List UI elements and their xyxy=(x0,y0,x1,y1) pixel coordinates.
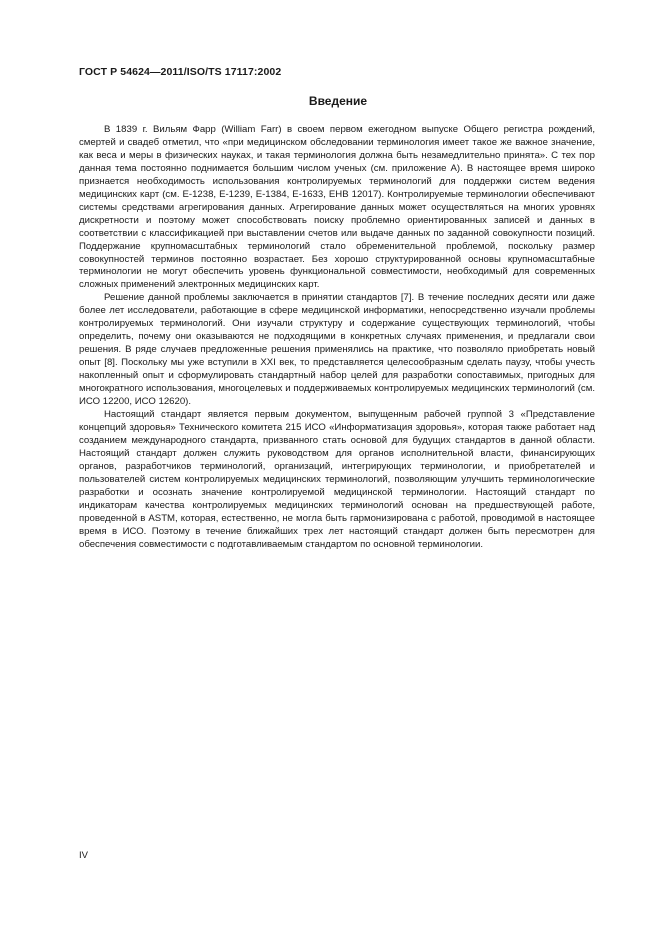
paragraph-2: Решение данной проблемы заключается в принятии стандартов [7]. В течение последних десяти или даже более лет исследователи, работающие в сфере медицинской информатики, непосредственно изучали проблемы контролируемых терминологий. Они изучали структуру и содержание существующих терминологий, чтобы определить, почему они оказываются не подходящими в конкретных случаях применения, и предлагали свои решения. В ряде случаев предложенные решения применялись на практике, что позволяло приобретать новый опыт [8]. Поскольку мы уже вступили в XXI век, то представляется целесообразным сделать паузу, чтобы учесть накопленный опыт и сформулировать стандартный набор целей для разработки сопоставимых, пригодных для многократного использования, многоцелевых и поддерживаемых контролируемых медицинских терминологий (см. ИСО 12200, ИСО 12620). xyxy=(79,292,595,408)
paragraph-3: Настоящий стандарт является первым документом, выпущенным рабочей группой 3 «Представление концепций здоровья» Технического комитета 215 ИСО «Информатизация здоровья», которая также работает над созданием международного стандарта, призванного стать основой для будущих стандартов в данной области. Настоящий стандарт должен служить руководством для органов исполнительной власти, финансирующих органов, разработчиков терминологий, организаций, интегрирующих терминологии, и приобретателей и пользователей систем контролируемых медицинских терминологий, позволяющим улучшить терминологические разработки и осознать значение контролируемой медицинской терминологии. Настоящий стандарт по индикаторам качества контролируемых медицинских терминологий основан на предшествующей работе, проведенной в ASTM, которая, естественно, не могла быть гармонизирована с работой, проводимой в настоящее время в ИСО. Поэтому в течение ближайших трех лет настоящий стандарт должен быть пересмотрен для обеспечения совместимости с подготавливаемым стандартом по основной терминологии. xyxy=(79,408,595,550)
page-number: IV xyxy=(79,850,88,861)
document-header: ГОСТ Р 54624—2011/ISO/TS 17117:2002 xyxy=(79,66,282,78)
paragraph-1: В 1839 г. Вильям Фарр (William Farr) в своем первом ежегодном выпуске Общего регистра рождений, смертей и свадеб отметил, что «при медицинском обследовании терминология имеет такое же важное значение, как веса и меры в физических науках, и такая терминология должна быть незамедлительно принята». С тех пор данная тема постоянно поднимается большим числом ученых (см. приложение А). В настоящее время широко признается необходимость использования контролируемых терминологий для поддержки систем ведения медицинских карт (см. Е-1238, Е-1239, Е-1384, Е-1633, ЕНВ 12017). Контролируемые терминологии обеспечивают системы средствами агрегирования данных. Агрегирование данных может осуществляться на многих уровнях дискретности и поэтому может способствовать поиску проблемно ориентированных записей и данных в соответствии с классификацией при выставлении счетов или выдаче данных по заданной совокупности позиций. Поддержание крупномасштабных терминологий стало обременительной проблемой, поскольку размер совокупностей терминов постоянно возрастает. Без хорошо структурированной основы крупномасштабные терминологии не могут обеспечить уровень функциональной совместимости, необходимый для современных сложных применений электронных медицинских карт. xyxy=(79,124,595,291)
section-title: Введение xyxy=(308,94,368,108)
body-text xyxy=(79,124,595,551)
